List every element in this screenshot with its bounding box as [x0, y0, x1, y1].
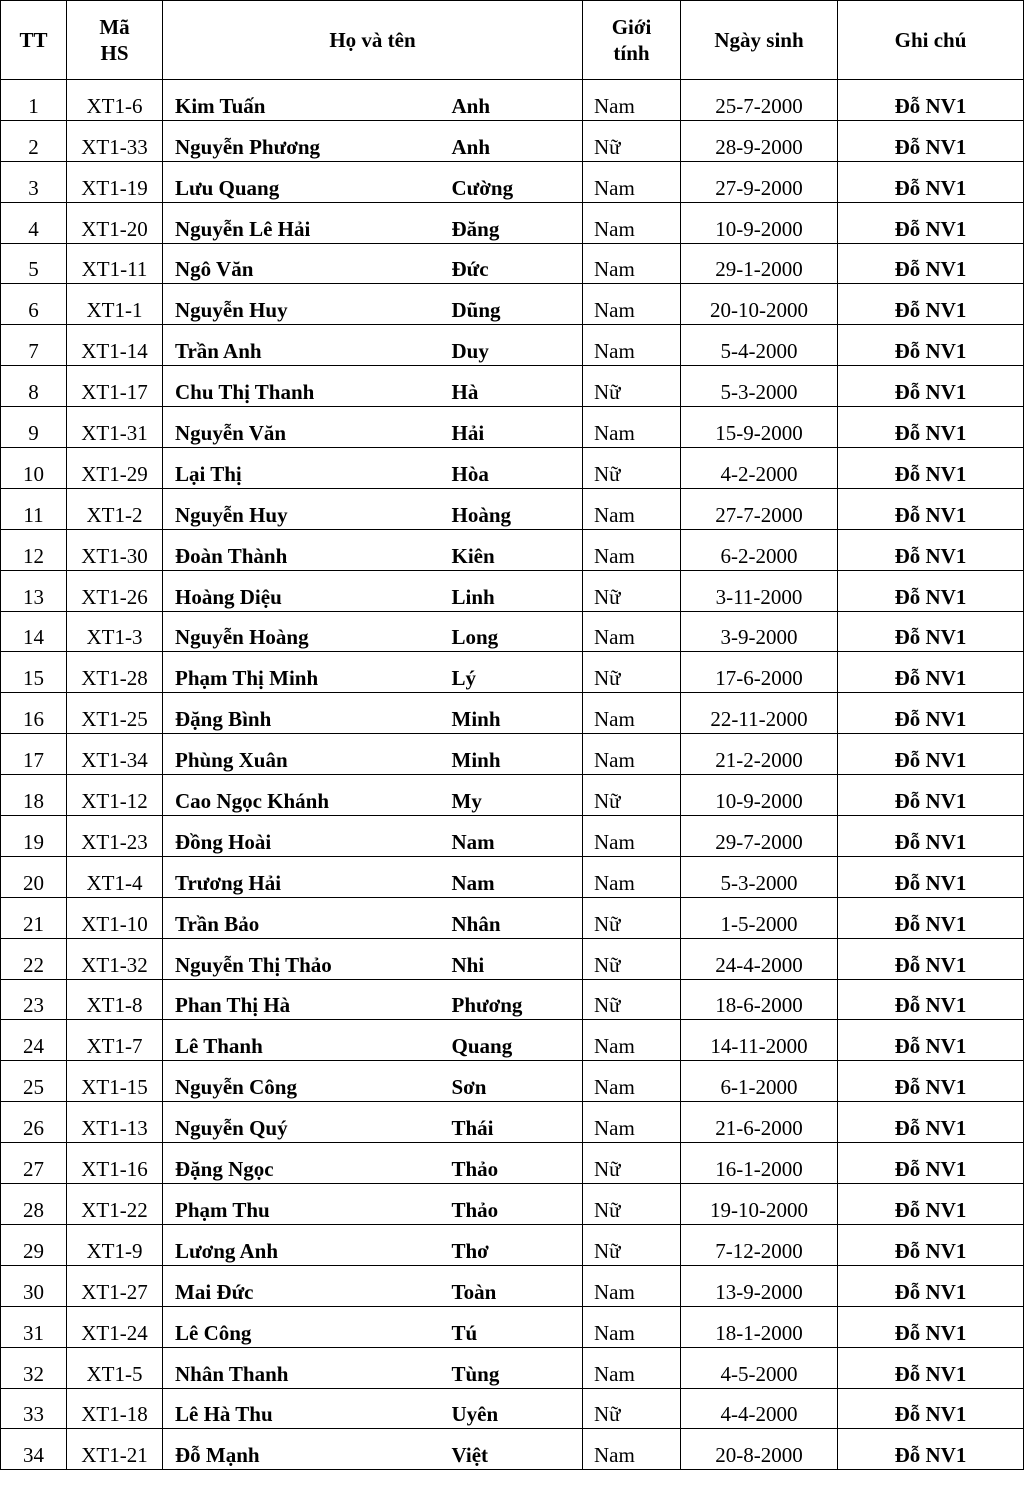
cell-ma-hs: XT1-20 — [67, 202, 163, 243]
cell-tt: 21 — [1, 897, 67, 938]
cell-ma-hs: XT1-18 — [67, 1388, 163, 1429]
table-row — [1, 938, 1024, 979]
table-row — [1, 1020, 1024, 1061]
cell-ghi-chu: Đỗ NV1 — [838, 448, 1024, 489]
cell-ma-hs: XT1-29 — [67, 448, 163, 489]
cell-ma-hs: XT1-13 — [67, 1102, 163, 1143]
cell-gioi-tinh: Nam — [583, 284, 681, 325]
cell-gioi-tinh: Nam — [583, 243, 681, 284]
cell-ngay-sinh: 29-1-2000 — [681, 243, 838, 284]
cell-ten: Việt — [442, 1429, 583, 1470]
cell-gioi-tinh: Nam — [583, 325, 681, 366]
table-row — [1, 1143, 1024, 1184]
cell-ma-hs: XT1-34 — [67, 734, 163, 775]
cell-ngay-sinh: 18-6-2000 — [681, 979, 838, 1020]
cell-ngay-sinh: 5-3-2000 — [681, 856, 838, 897]
cell-ten: Duy — [442, 325, 583, 366]
cell-ho-dem: Đặng Ngọc — [163, 1143, 442, 1184]
cell-ho-dem: Nguyễn Lê Hải — [163, 202, 442, 243]
header-ho-va-ten: Họ và tên — [163, 1, 583, 80]
cell-ghi-chu: Đỗ NV1 — [838, 611, 1024, 652]
cell-tt: 34 — [1, 1429, 67, 1470]
cell-ngay-sinh: 27-7-2000 — [681, 488, 838, 529]
cell-ngay-sinh: 3-9-2000 — [681, 611, 838, 652]
cell-ho-dem: Chu Thị Thanh — [163, 366, 442, 407]
cell-ngay-sinh: 28-9-2000 — [681, 120, 838, 161]
table-row — [1, 1347, 1024, 1388]
cell-tt: 6 — [1, 284, 67, 325]
cell-ten: Thảo — [442, 1184, 583, 1225]
cell-gioi-tinh: Nam — [583, 734, 681, 775]
cell-ten: Phương — [442, 979, 583, 1020]
cell-ghi-chu: Đỗ NV1 — [838, 1143, 1024, 1184]
cell-ma-hs: XT1-27 — [67, 1265, 163, 1306]
cell-ten: Nam — [442, 856, 583, 897]
cell-gioi-tinh: Nam — [583, 1061, 681, 1102]
cell-tt: 12 — [1, 529, 67, 570]
cell-gioi-tinh: Nam — [583, 1429, 681, 1470]
cell-ma-hs: XT1-8 — [67, 979, 163, 1020]
cell-ma-hs: XT1-28 — [67, 652, 163, 693]
table-row — [1, 529, 1024, 570]
cell-tt: 20 — [1, 856, 67, 897]
cell-ghi-chu: Đỗ NV1 — [838, 775, 1024, 816]
cell-tt: 23 — [1, 979, 67, 1020]
cell-ghi-chu: Đỗ NV1 — [838, 120, 1024, 161]
cell-tt: 29 — [1, 1224, 67, 1265]
cell-tt: 24 — [1, 1020, 67, 1061]
cell-ho-dem: Nguyễn Huy — [163, 488, 442, 529]
table-row — [1, 611, 1024, 652]
cell-ten: Linh — [442, 570, 583, 611]
cell-ten: Hải — [442, 407, 583, 448]
cell-ten: Minh — [442, 693, 583, 734]
cell-ho-dem: Lê Công — [163, 1306, 442, 1347]
cell-ngay-sinh: 20-8-2000 — [681, 1429, 838, 1470]
table-row — [1, 325, 1024, 366]
cell-ten: Cường — [442, 161, 583, 202]
table-row — [1, 407, 1024, 448]
cell-ho-dem: Cao Ngọc Khánh — [163, 775, 442, 816]
cell-gioi-tinh: Nữ — [583, 1143, 681, 1184]
cell-ten: Hà — [442, 366, 583, 407]
cell-tt: 33 — [1, 1388, 67, 1429]
cell-tt: 3 — [1, 161, 67, 202]
cell-ho-dem: Phan Thị Hà — [163, 979, 442, 1020]
cell-ten: Tú — [442, 1306, 583, 1347]
cell-ten: Nhi — [442, 938, 583, 979]
cell-gioi-tinh: Nam — [583, 407, 681, 448]
cell-ghi-chu: Đỗ NV1 — [838, 284, 1024, 325]
cell-ma-hs: XT1-9 — [67, 1224, 163, 1265]
cell-ho-dem: Đồng Hoài — [163, 816, 442, 857]
cell-ngay-sinh: 10-9-2000 — [681, 775, 838, 816]
cell-ngay-sinh: 21-6-2000 — [681, 1102, 838, 1143]
cell-ngay-sinh: 4-4-2000 — [681, 1388, 838, 1429]
table-row — [1, 202, 1024, 243]
cell-tt: 11 — [1, 488, 67, 529]
cell-ghi-chu: Đỗ NV1 — [838, 652, 1024, 693]
cell-ten: Thơ — [442, 1224, 583, 1265]
cell-ngay-sinh: 4-5-2000 — [681, 1347, 838, 1388]
table-row — [1, 120, 1024, 161]
cell-ten: Thảo — [442, 1143, 583, 1184]
cell-ten: Hoàng — [442, 488, 583, 529]
cell-ngay-sinh: 17-6-2000 — [681, 652, 838, 693]
header-tt: TT — [1, 1, 67, 80]
cell-gioi-tinh: Nữ — [583, 979, 681, 1020]
cell-gioi-tinh: Nam — [583, 80, 681, 121]
cell-ten: Kiên — [442, 529, 583, 570]
cell-ngay-sinh: 15-9-2000 — [681, 407, 838, 448]
cell-ngay-sinh: 19-10-2000 — [681, 1184, 838, 1225]
cell-ngay-sinh: 5-4-2000 — [681, 325, 838, 366]
cell-ma-hs: XT1-16 — [67, 1143, 163, 1184]
cell-ten: Đăng — [442, 202, 583, 243]
cell-tt: 14 — [1, 611, 67, 652]
header-ngay-sinh: Ngày sinh — [681, 1, 838, 80]
cell-ten: Uyên — [442, 1388, 583, 1429]
cell-gioi-tinh: Nam — [583, 611, 681, 652]
cell-ho-dem: Phạm Thị Minh — [163, 652, 442, 693]
cell-ten: Nam — [442, 816, 583, 857]
cell-ho-dem: Phùng Xuân — [163, 734, 442, 775]
cell-ho-dem: Lưu Quang — [163, 161, 442, 202]
cell-gioi-tinh: Nữ — [583, 938, 681, 979]
cell-ten: Dũng — [442, 284, 583, 325]
table-row — [1, 161, 1024, 202]
cell-gioi-tinh: Nam — [583, 1306, 681, 1347]
cell-tt: 13 — [1, 570, 67, 611]
cell-tt: 8 — [1, 366, 67, 407]
cell-ngay-sinh: 1-5-2000 — [681, 897, 838, 938]
cell-ma-hs: XT1-1 — [67, 284, 163, 325]
cell-ho-dem: Trần Anh — [163, 325, 442, 366]
cell-ma-hs: XT1-32 — [67, 938, 163, 979]
cell-ho-dem: Trần Bảo — [163, 897, 442, 938]
cell-ten: Anh — [442, 120, 583, 161]
cell-ngay-sinh: 16-1-2000 — [681, 1143, 838, 1184]
table-row — [1, 979, 1024, 1020]
cell-ho-dem: Ngô Văn — [163, 243, 442, 284]
cell-ghi-chu: Đỗ NV1 — [838, 1306, 1024, 1347]
cell-tt: 10 — [1, 448, 67, 489]
table-row — [1, 816, 1024, 857]
cell-ghi-chu: Đỗ NV1 — [838, 979, 1024, 1020]
cell-ten: Đức — [442, 243, 583, 284]
cell-ngay-sinh: 6-1-2000 — [681, 1061, 838, 1102]
cell-ho-dem: Mai Đức — [163, 1265, 442, 1306]
cell-gioi-tinh: Nữ — [583, 120, 681, 161]
cell-ghi-chu: Đỗ NV1 — [838, 488, 1024, 529]
cell-ho-dem: Nguyễn Quý — [163, 1102, 442, 1143]
table-row — [1, 1184, 1024, 1225]
cell-ma-hs: XT1-30 — [67, 529, 163, 570]
cell-ho-dem: Nguyễn Hoàng — [163, 611, 442, 652]
cell-tt: 17 — [1, 734, 67, 775]
cell-ghi-chu: Đỗ NV1 — [838, 1061, 1024, 1102]
table-row — [1, 734, 1024, 775]
cell-ma-hs: XT1-25 — [67, 693, 163, 734]
cell-ten: Quang — [442, 1020, 583, 1061]
cell-ho-dem: Phạm Thu — [163, 1184, 442, 1225]
cell-gioi-tinh: Nữ — [583, 897, 681, 938]
cell-ghi-chu: Đỗ NV1 — [838, 1388, 1024, 1429]
cell-ghi-chu: Đỗ NV1 — [838, 856, 1024, 897]
cell-ho-dem: Lê Hà Thu — [163, 1388, 442, 1429]
table-row — [1, 1306, 1024, 1347]
cell-ghi-chu: Đỗ NV1 — [838, 1020, 1024, 1061]
cell-ho-dem: Nguyễn Văn — [163, 407, 442, 448]
cell-ten: Sơn — [442, 1061, 583, 1102]
table-row — [1, 366, 1024, 407]
header-ma-hs-label: Mã HS — [99, 14, 130, 65]
cell-ten: Lý — [442, 652, 583, 693]
cell-gioi-tinh: Nam — [583, 693, 681, 734]
table-row — [1, 488, 1024, 529]
cell-ghi-chu: Đỗ NV1 — [838, 366, 1024, 407]
table-row — [1, 693, 1024, 734]
cell-ho-dem: Lê Thanh — [163, 1020, 442, 1061]
cell-gioi-tinh: Nữ — [583, 366, 681, 407]
cell-ngay-sinh: 20-10-2000 — [681, 284, 838, 325]
cell-gioi-tinh: Nữ — [583, 570, 681, 611]
cell-ghi-chu: Đỗ NV1 — [838, 693, 1024, 734]
cell-ma-hs: XT1-19 — [67, 161, 163, 202]
cell-ho-dem: Đặng Bình — [163, 693, 442, 734]
cell-tt: 5 — [1, 243, 67, 284]
table-row — [1, 1429, 1024, 1470]
cell-ma-hs: XT1-31 — [67, 407, 163, 448]
cell-ngay-sinh: 29-7-2000 — [681, 816, 838, 857]
cell-ma-hs: XT1-10 — [67, 897, 163, 938]
cell-ma-hs: XT1-14 — [67, 325, 163, 366]
cell-ten: Long — [442, 611, 583, 652]
cell-ho-dem: Hoàng Diệu — [163, 570, 442, 611]
cell-tt: 9 — [1, 407, 67, 448]
cell-ma-hs: XT1-24 — [67, 1306, 163, 1347]
table-row — [1, 1102, 1024, 1143]
cell-gioi-tinh: Nam — [583, 161, 681, 202]
cell-ma-hs: XT1-2 — [67, 488, 163, 529]
cell-ho-dem: Lại Thị — [163, 448, 442, 489]
cell-gioi-tinh: Nam — [583, 529, 681, 570]
cell-ghi-chu: Đỗ NV1 — [838, 1265, 1024, 1306]
cell-ngay-sinh: 27-9-2000 — [681, 161, 838, 202]
table-row — [1, 448, 1024, 489]
cell-ma-hs: XT1-11 — [67, 243, 163, 284]
cell-ngay-sinh: 25-7-2000 — [681, 80, 838, 121]
cell-ngay-sinh: 4-2-2000 — [681, 448, 838, 489]
cell-tt: 1 — [1, 80, 67, 121]
cell-gioi-tinh: Nam — [583, 816, 681, 857]
cell-tt: 2 — [1, 120, 67, 161]
cell-ghi-chu: Đỗ NV1 — [838, 816, 1024, 857]
cell-ghi-chu: Đỗ NV1 — [838, 1184, 1024, 1225]
cell-ghi-chu: Đỗ NV1 — [838, 570, 1024, 611]
cell-ma-hs: XT1-21 — [67, 1429, 163, 1470]
cell-ten: Thái — [442, 1102, 583, 1143]
cell-gioi-tinh: Nam — [583, 1102, 681, 1143]
cell-ngay-sinh: 7-12-2000 — [681, 1224, 838, 1265]
cell-ma-hs: XT1-4 — [67, 856, 163, 897]
cell-ma-hs: XT1-6 — [67, 80, 163, 121]
cell-ho-dem: Nhân Thanh — [163, 1347, 442, 1388]
table-row — [1, 80, 1024, 121]
cell-ngay-sinh: 6-2-2000 — [681, 529, 838, 570]
cell-ma-hs: XT1-12 — [67, 775, 163, 816]
cell-ghi-chu: Đỗ NV1 — [838, 529, 1024, 570]
cell-gioi-tinh: Nam — [583, 202, 681, 243]
cell-tt: 28 — [1, 1184, 67, 1225]
cell-ghi-chu: Đỗ NV1 — [838, 1429, 1024, 1470]
table-row — [1, 897, 1024, 938]
cell-ngay-sinh: 10-9-2000 — [681, 202, 838, 243]
cell-gioi-tinh: Nữ — [583, 775, 681, 816]
cell-ma-hs: XT1-3 — [67, 611, 163, 652]
cell-ghi-chu: Đỗ NV1 — [838, 1224, 1024, 1265]
cell-ghi-chu: Đỗ NV1 — [838, 202, 1024, 243]
cell-gioi-tinh: Nữ — [583, 1184, 681, 1225]
cell-ghi-chu: Đỗ NV1 — [838, 1347, 1024, 1388]
cell-ten: Nhân — [442, 897, 583, 938]
cell-ho-dem: Nguyễn Phương — [163, 120, 442, 161]
cell-ho-dem: Lương Anh — [163, 1224, 442, 1265]
cell-ngay-sinh: 22-11-2000 — [681, 693, 838, 734]
cell-ghi-chu: Đỗ NV1 — [838, 897, 1024, 938]
table-row — [1, 243, 1024, 284]
cell-tt: 25 — [1, 1061, 67, 1102]
cell-gioi-tinh: Nam — [583, 856, 681, 897]
cell-ghi-chu: Đỗ NV1 — [838, 734, 1024, 775]
cell-ten: Anh — [442, 80, 583, 121]
cell-tt: 7 — [1, 325, 67, 366]
cell-ho-dem: Đoàn Thành — [163, 529, 442, 570]
cell-ngay-sinh: 18-1-2000 — [681, 1306, 838, 1347]
table-row — [1, 856, 1024, 897]
cell-ten: Toàn — [442, 1265, 583, 1306]
header-ghi-chu: Ghi chú — [838, 1, 1024, 80]
cell-tt: 15 — [1, 652, 67, 693]
header-ma-hs — [67, 1, 163, 80]
cell-ten: Minh — [442, 734, 583, 775]
table-row — [1, 1388, 1024, 1429]
cell-ho-dem: Đỗ Mạnh — [163, 1429, 442, 1470]
table-row — [1, 1265, 1024, 1306]
cell-tt: 22 — [1, 938, 67, 979]
header-gioi-tinh-label: Giới tính — [611, 14, 652, 65]
cell-gioi-tinh: Nam — [583, 1265, 681, 1306]
cell-ho-dem: Nguyễn Huy — [163, 284, 442, 325]
cell-ngay-sinh: 21-2-2000 — [681, 734, 838, 775]
table-row — [1, 1061, 1024, 1102]
cell-gioi-tinh: Nam — [583, 1347, 681, 1388]
table-row — [1, 775, 1024, 816]
cell-ngay-sinh: 3-11-2000 — [681, 570, 838, 611]
cell-ho-dem: Nguyễn Công — [163, 1061, 442, 1102]
cell-ma-hs: XT1-5 — [67, 1347, 163, 1388]
cell-ho-dem: Nguyễn Thị Thảo — [163, 938, 442, 979]
cell-ghi-chu: Đỗ NV1 — [838, 938, 1024, 979]
cell-ngay-sinh: 5-3-2000 — [681, 366, 838, 407]
cell-tt: 19 — [1, 816, 67, 857]
header-row — [1, 1, 1024, 80]
cell-tt: 27 — [1, 1143, 67, 1184]
cell-ghi-chu: Đỗ NV1 — [838, 1102, 1024, 1143]
cell-ma-hs: XT1-7 — [67, 1020, 163, 1061]
cell-gioi-tinh: Nam — [583, 488, 681, 529]
cell-ma-hs: XT1-17 — [67, 366, 163, 407]
table-row — [1, 570, 1024, 611]
cell-ten: Hòa — [442, 448, 583, 489]
cell-ho-dem: Trương Hải — [163, 856, 442, 897]
header-gioi-tinh — [583, 1, 681, 80]
cell-tt: 18 — [1, 775, 67, 816]
cell-ngay-sinh: 24-4-2000 — [681, 938, 838, 979]
cell-ma-hs: XT1-23 — [67, 816, 163, 857]
cell-ghi-chu: Đỗ NV1 — [838, 325, 1024, 366]
cell-tt: 16 — [1, 693, 67, 734]
cell-gioi-tinh: Nữ — [583, 1224, 681, 1265]
table-row — [1, 284, 1024, 325]
cell-tt: 32 — [1, 1347, 67, 1388]
cell-gioi-tinh: Nữ — [583, 1388, 681, 1429]
cell-ghi-chu: Đỗ NV1 — [838, 80, 1024, 121]
cell-tt: 31 — [1, 1306, 67, 1347]
table-row — [1, 652, 1024, 693]
cell-tt: 4 — [1, 202, 67, 243]
cell-ten: Tùng — [442, 1347, 583, 1388]
cell-ma-hs: XT1-26 — [67, 570, 163, 611]
cell-ngay-sinh: 14-11-2000 — [681, 1020, 838, 1061]
cell-gioi-tinh: Nữ — [583, 652, 681, 693]
cell-ghi-chu: Đỗ NV1 — [838, 243, 1024, 284]
cell-tt: 26 — [1, 1102, 67, 1143]
cell-gioi-tinh: Nữ — [583, 448, 681, 489]
cell-ho-dem: Kim Tuấn — [163, 80, 442, 121]
cell-ma-hs: XT1-33 — [67, 120, 163, 161]
cell-ghi-chu: Đỗ NV1 — [838, 407, 1024, 448]
cell-ten: My — [442, 775, 583, 816]
cell-ngay-sinh: 13-9-2000 — [681, 1265, 838, 1306]
cell-ma-hs: XT1-22 — [67, 1184, 163, 1225]
cell-ghi-chu: Đỗ NV1 — [838, 161, 1024, 202]
cell-gioi-tinh: Nam — [583, 1020, 681, 1061]
cell-ma-hs: XT1-15 — [67, 1061, 163, 1102]
cell-tt: 30 — [1, 1265, 67, 1306]
table-row — [1, 1224, 1024, 1265]
